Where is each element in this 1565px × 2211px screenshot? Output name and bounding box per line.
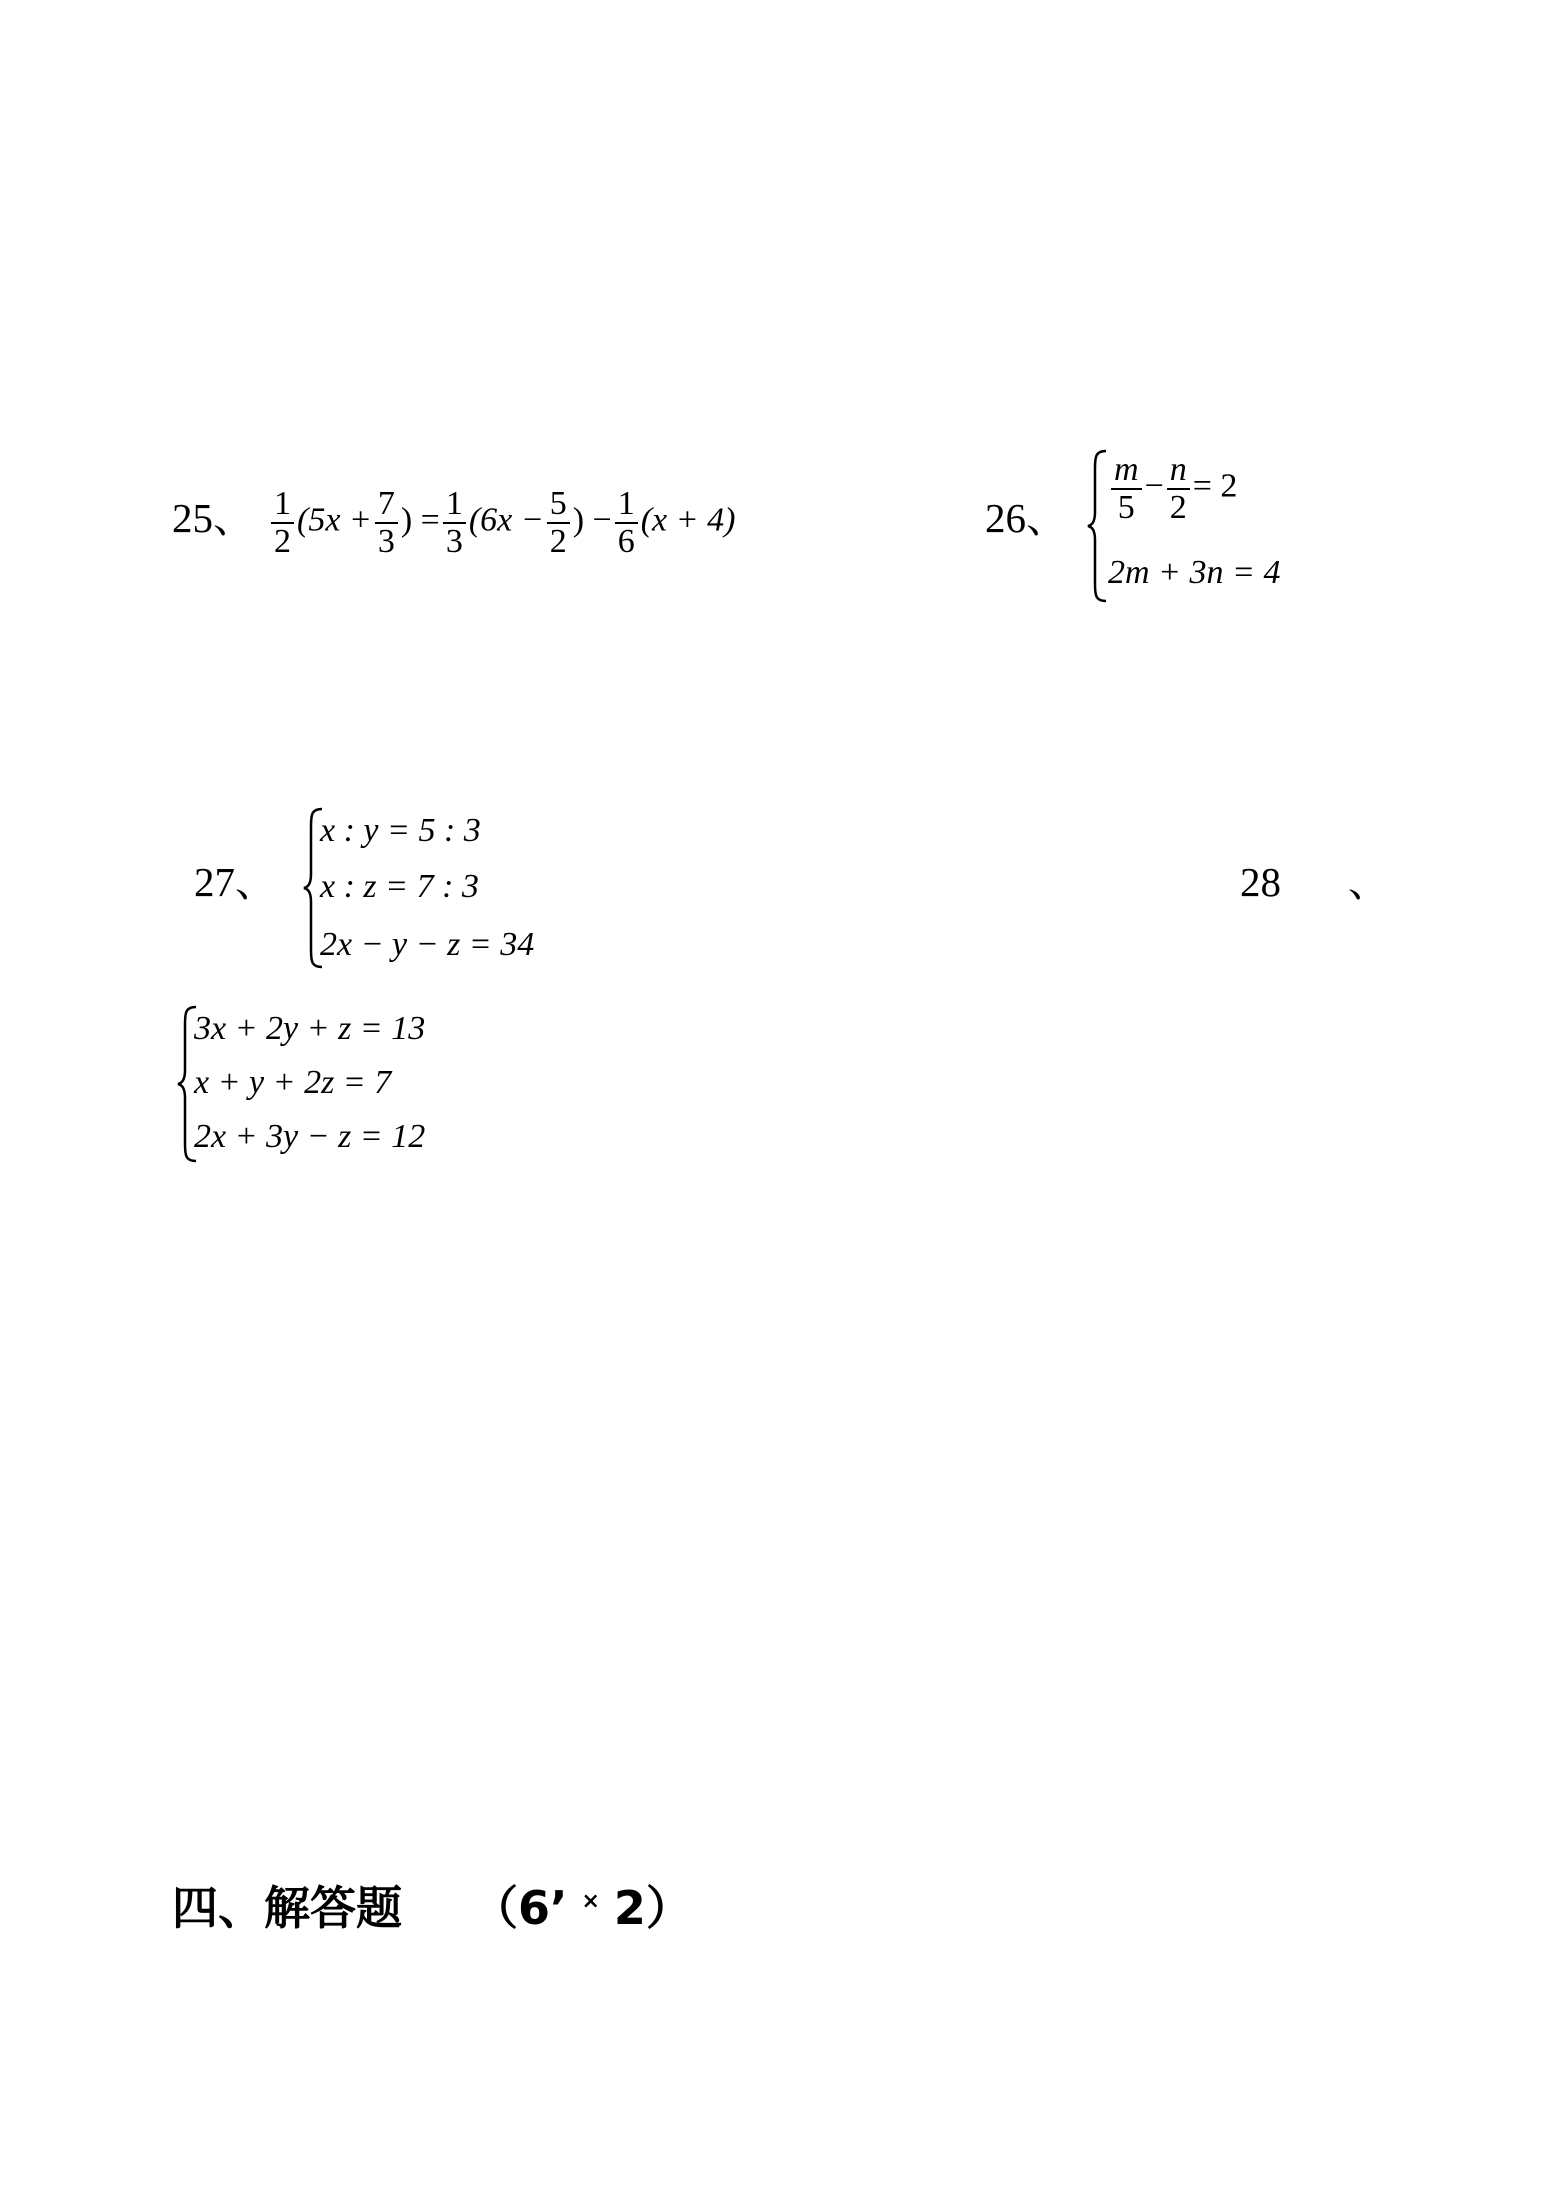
fraction: $\frac{1}{6}$ [615, 486, 638, 559]
system-line-1: x : y = 5 : 3 [320, 812, 481, 849]
problem-27-system [302, 806, 582, 970]
equation-rhs: = 2 [1192, 467, 1238, 505]
system-line-3: 2x + 3y − z = 12 [194, 1118, 426, 1155]
section-points: （6’ [472, 1881, 568, 1935]
equation-segment: ) − [572, 501, 612, 539]
problem-28-system [176, 1004, 456, 1164]
equation-segment: (x + 4) [640, 501, 736, 539]
system-line-2: 2m + 3n = 4 [1108, 554, 1281, 591]
section-title: 四、解答题 [172, 1881, 402, 1935]
system-line-1: 3x + 2y + z = 13 [194, 1010, 426, 1047]
minus-sign: − [1144, 467, 1164, 505]
left-brace-icon [1086, 448, 1108, 604]
equation-segment: (5x + [297, 501, 372, 539]
fraction: $\frac{1}{3}$ [443, 486, 466, 559]
system-line-2: x : z = 7 : 3 [320, 868, 479, 905]
fraction: $\frac{m}{5}$ [1111, 452, 1142, 525]
section-heading [172, 1872, 692, 1938]
problem-25-number: 25、 [172, 495, 254, 541]
equation-segment: (6x − [468, 501, 544, 539]
times-sign: × [581, 1888, 600, 1914]
problem-25-equation [268, 486, 735, 559]
system-line-2: x + y + 2z = 7 [194, 1064, 392, 1101]
problem-28-separator: 、 [1348, 859, 1389, 905]
system-line-1 [1108, 452, 1237, 525]
fraction: $\frac{n}{2}$ [1167, 452, 1190, 525]
system-line-3: 2x − y − z = 34 [320, 926, 535, 963]
problem-27-number: 27、 [194, 859, 276, 905]
problem-26-system [1086, 448, 1326, 604]
fraction: $\frac{5}{2}$ [547, 486, 570, 559]
equation-segment: ) = [400, 501, 440, 539]
problem-26-number: 26、 [985, 495, 1067, 541]
problem-28-number: 28 [1240, 859, 1281, 905]
fraction: $\frac{1}{2}$ [271, 486, 294, 559]
fraction: $\frac{7}{3}$ [375, 486, 398, 559]
section-count: 2） [613, 1881, 692, 1935]
